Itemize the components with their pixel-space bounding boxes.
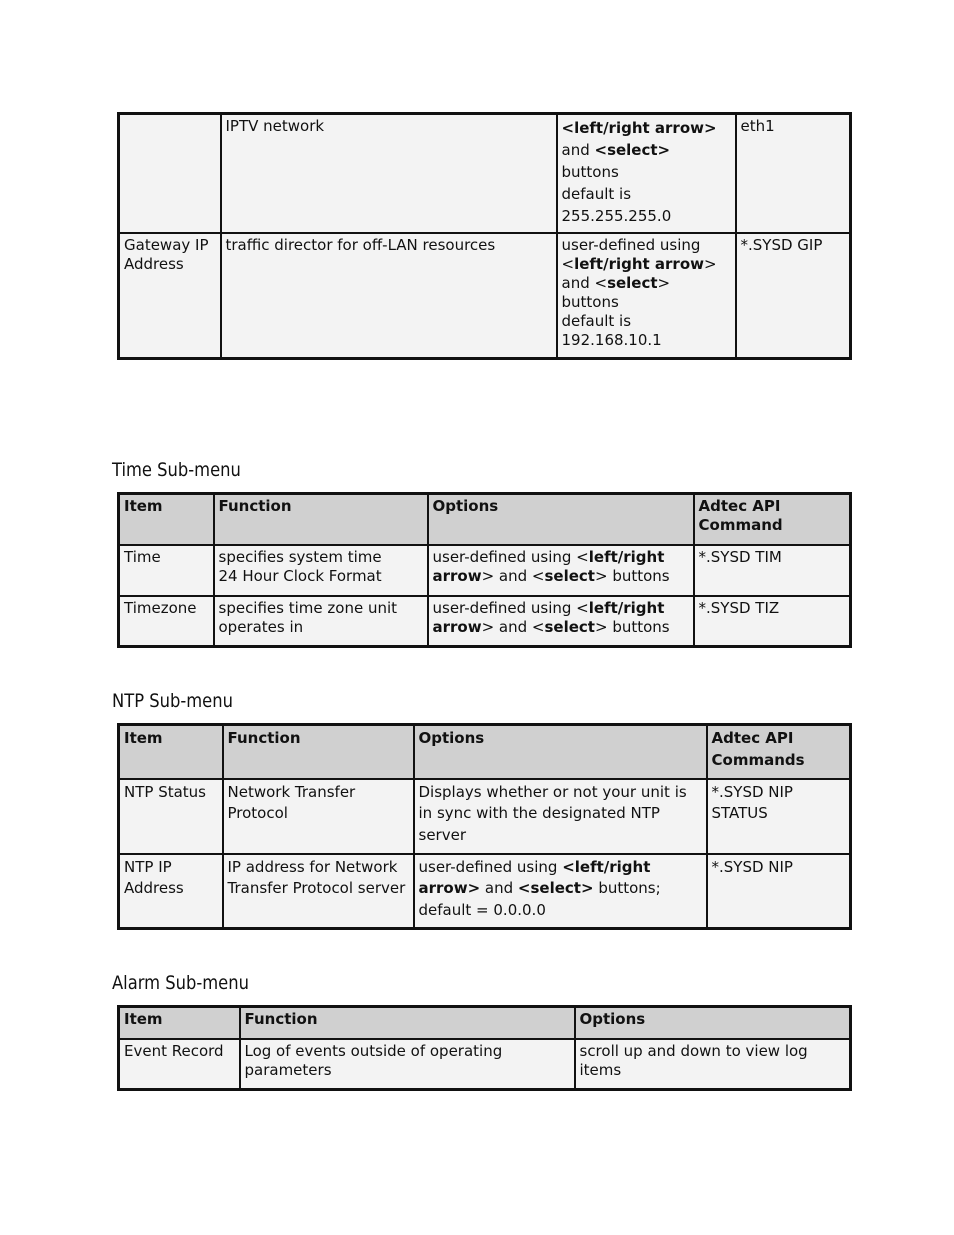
table-row <box>119 233 851 359</box>
command-cell: *.SYSD NIP <box>707 854 851 929</box>
header-command: Adtec API Commands <box>707 725 851 779</box>
function-cell: IPTV network <box>221 114 557 233</box>
time-table <box>117 492 852 648</box>
options-line: user-defined using <box>561 235 701 254</box>
options-line: buttons <box>561 163 619 181</box>
command-cell: *.SYSD GIP <box>736 233 851 359</box>
item-cell: Event Record <box>119 1039 240 1090</box>
options-cell: user-defined using <left/right arrow> and <select> buttons <box>428 545 694 596</box>
header-item: Item <box>119 494 214 545</box>
table-header-row <box>119 1007 851 1039</box>
ntp-section-title: NTP Sub-menu <box>112 690 233 712</box>
header-item: Item <box>119 725 223 779</box>
function-cell: traffic director for off-LAN resources <box>221 233 557 359</box>
function-cell: IP address for Network Transfer Protocol server <box>223 854 414 929</box>
header-function: Function <box>223 725 414 779</box>
item-cell: NTP IP Address <box>119 854 223 929</box>
header-options: Options <box>414 725 707 779</box>
ntp-table <box>117 723 852 930</box>
header-function: Function <box>214 494 428 545</box>
options-cell: user-defined using <left/right arrow> and <select> buttons; default = 0.0.0.0 <box>414 854 707 929</box>
header-options: Options <box>575 1007 851 1039</box>
table-row <box>119 779 851 854</box>
table-row <box>119 114 851 233</box>
function-cell: specifies system time 24 Hour Clock Format <box>214 545 428 596</box>
options-line: 192.168.10.1 <box>561 330 662 349</box>
table-row <box>119 1039 851 1090</box>
command-cell: *.SYSD NIP STATUS <box>707 779 851 854</box>
options-cell: Displays whether or not your unit is in sync with the designated NTP server <box>414 779 707 854</box>
options-line: default is <box>561 185 632 203</box>
function-cell: specifies time zone unit operates in <box>214 596 428 647</box>
options-line: 255.255.255.0 <box>561 207 672 225</box>
options-cell <box>557 233 736 359</box>
alarm-table <box>117 1005 852 1091</box>
function-cell: Network Transfer Protocol <box>223 779 414 854</box>
table-row <box>119 545 851 596</box>
item-cell: Time <box>119 545 214 596</box>
alarm-section-title: Alarm Sub-menu <box>112 972 249 994</box>
options-cell: user-defined using <left/right arrow> and <select> buttons <box>428 596 694 647</box>
options-line: and <select> <box>561 273 671 292</box>
command-cell: eth1 <box>736 114 851 233</box>
options-line: <left/right arrow> <box>561 119 717 137</box>
item-cell: NTP Status <box>119 779 223 854</box>
command-cell: *.SYSD TIZ <box>694 596 851 647</box>
item-cell: Timezone <box>119 596 214 647</box>
options-line: buttons <box>561 292 619 311</box>
options-line: default is <box>561 311 632 330</box>
table-row <box>119 854 851 929</box>
header-command: Adtec API Command <box>694 494 851 545</box>
header-function: Function <box>240 1007 575 1039</box>
options-cell <box>557 114 736 233</box>
table-header-row <box>119 494 851 545</box>
header-item: Item <box>119 1007 240 1039</box>
options-cell: scroll up and down to view log items <box>575 1039 851 1090</box>
options-line: and <select> <box>561 141 671 159</box>
time-section-title: Time Sub-menu <box>112 459 241 481</box>
header-options: Options <box>428 494 694 545</box>
item-cell <box>119 114 221 233</box>
function-cell: Log of events outside of operating parameters <box>240 1039 575 1090</box>
options-line: <left/right arrow> <box>561 254 717 273</box>
table-row <box>119 596 851 647</box>
network-settings-table <box>117 112 852 360</box>
command-cell: *.SYSD TIM <box>694 545 851 596</box>
table-header-row <box>119 725 851 779</box>
item-cell: Gateway IP Address <box>119 233 221 359</box>
